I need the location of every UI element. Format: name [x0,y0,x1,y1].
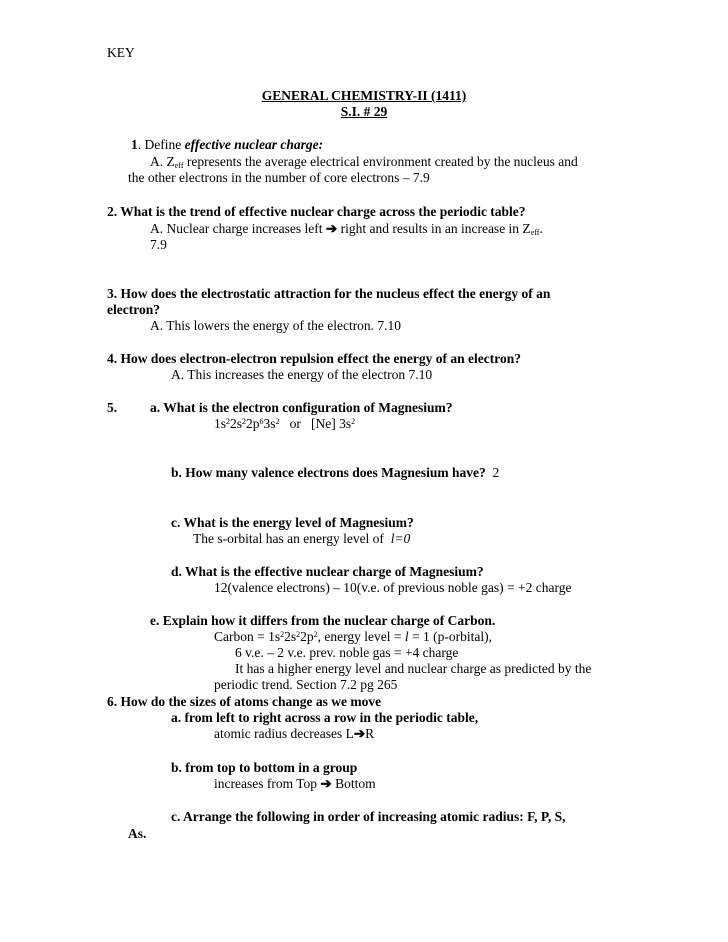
right-arrow-icon: ➔ [353,726,366,741]
q5b-question: b. How many valence electrons does Magnesium have? [171,465,486,480]
q5c-answer-pre: The s-orbital has an energy level of [193,531,391,546]
q1-answer [150,154,578,170]
carbon-part: , energy level = [317,629,405,644]
q5c-answer [193,531,410,547]
config-sup: 2 [242,417,247,426]
config-part: 2s [230,416,243,431]
q1-dot: . Define [137,137,185,152]
q3-answer: A. This lowers the energy of the electron. 7.10 [150,318,402,333]
config-part: 2p [246,416,260,431]
key-label: KEY [107,45,135,60]
q6a-answer [214,726,374,742]
q5d-answer: 12(valence electrons) – 10(v.e. of previous noble gas) = +2 charge [214,580,572,595]
config-part: or [Ne] 3s [279,416,352,431]
carbon-part: 2p [300,629,314,644]
q5c-answer-italic: l=0 [390,531,411,546]
course-title [0,88,728,104]
q5e-line3: It has a higher energy level and nuclear charge as predicted by the [235,661,592,676]
q4-answer: A. This increases the energy of the electron 7.10 [171,367,433,382]
carbon-sup: 2 [313,630,318,639]
q1-answer-text: represents the average electrical environment created by the nucleus and [183,154,578,169]
q2-answer-post: right and results in an increase in Z [337,221,531,236]
q6a-answer-post: R [365,726,375,741]
q6b-answer-pre: increases from Top [214,776,321,791]
carbon-part: = 1 (p-orbital), [408,629,492,644]
right-arrow-icon: ➔ [325,221,338,236]
q6a-question: a. from left to right across a row in the periodic table, [171,710,479,725]
config-part: 3s [263,416,276,431]
q1-number: 1 [131,137,138,152]
q2-ref: 7.9 [150,237,167,252]
config-sup: 2 [351,417,356,426]
course-title-text: GENERAL CHEMISTRY-II (1411) [261,88,467,103]
carbon-sup: 2 [296,630,301,639]
q4-question: 4. How does electron-electron repulsion effect the energy of an electron? [107,351,522,366]
q5a-question: a. What is the electron configuration of Magnesium? [150,400,453,415]
carbon-part: Carbon = 1s [214,629,281,644]
q1-answer-cont: the other electrons in the number of core electrons – 7.9 [128,170,430,185]
config-sup: 6 [259,417,264,426]
q6b-question: b. from top to bottom in a group [171,760,358,775]
q5c-question: c. What is the energy level of Magnesium? [171,515,414,530]
q5e-line2: 6 v.e. – 2 v.e. prev. noble gas = +4 charge [235,645,459,660]
carbon-part: 2s [284,629,297,644]
q2-answer-end: . [539,221,543,236]
session-title [0,104,728,120]
session-title-text: S.I. # 29 [340,104,388,119]
config-sup: 2 [226,417,231,426]
q1-question [131,137,323,153]
q3-question-line2: electron? [107,302,160,317]
q5b-answer: 2 [485,465,500,480]
q6b-answer-post: Bottom [331,776,376,791]
q2-question: 2. What is the trend of effective nuclear charge across the periodic table? [107,204,526,219]
q1-answer-prefix: A. Z [150,154,175,169]
q5-number: 5. [107,400,118,415]
q6b-answer [214,776,376,792]
q6c-question: c. Arrange the following in order of increasing atomic radius: F, P, S, [171,809,566,824]
config-sup: 2 [275,417,280,426]
q6c-cont: As. [128,826,147,841]
q5b [171,465,499,481]
q2-answer-pre: A. Nuclear charge increases left [150,221,326,236]
q2-answer-sub: eff [530,228,540,237]
q5a-answer [214,416,355,432]
q5e-question: e. Explain how it differs from the nuclear charge of Carbon. [150,613,496,628]
carbon-sup: 2 [280,630,285,639]
q2-answer [150,221,543,237]
config-part: 1s [214,416,227,431]
right-arrow-icon: ➔ [320,776,332,791]
q6a-answer-pre: atomic radius decreases L [214,726,354,741]
q1-answer-sub: eff [174,161,184,170]
q6-question: 6. How do the sizes of atoms change as we move [107,694,382,709]
q5e-line4: periodic trend. Section 7.2 pg 265 [214,677,398,692]
q5d-question: d. What is the effective nuclear charge of Magnesium? [171,564,484,579]
carbon-italic: l [404,629,409,644]
q1-term: effective nuclear charge: [184,137,324,152]
q5e-line1 [214,629,492,645]
q3-question-line1: 3. How does the electrostatic attraction for the nucleus effect the energy of an [107,286,551,301]
